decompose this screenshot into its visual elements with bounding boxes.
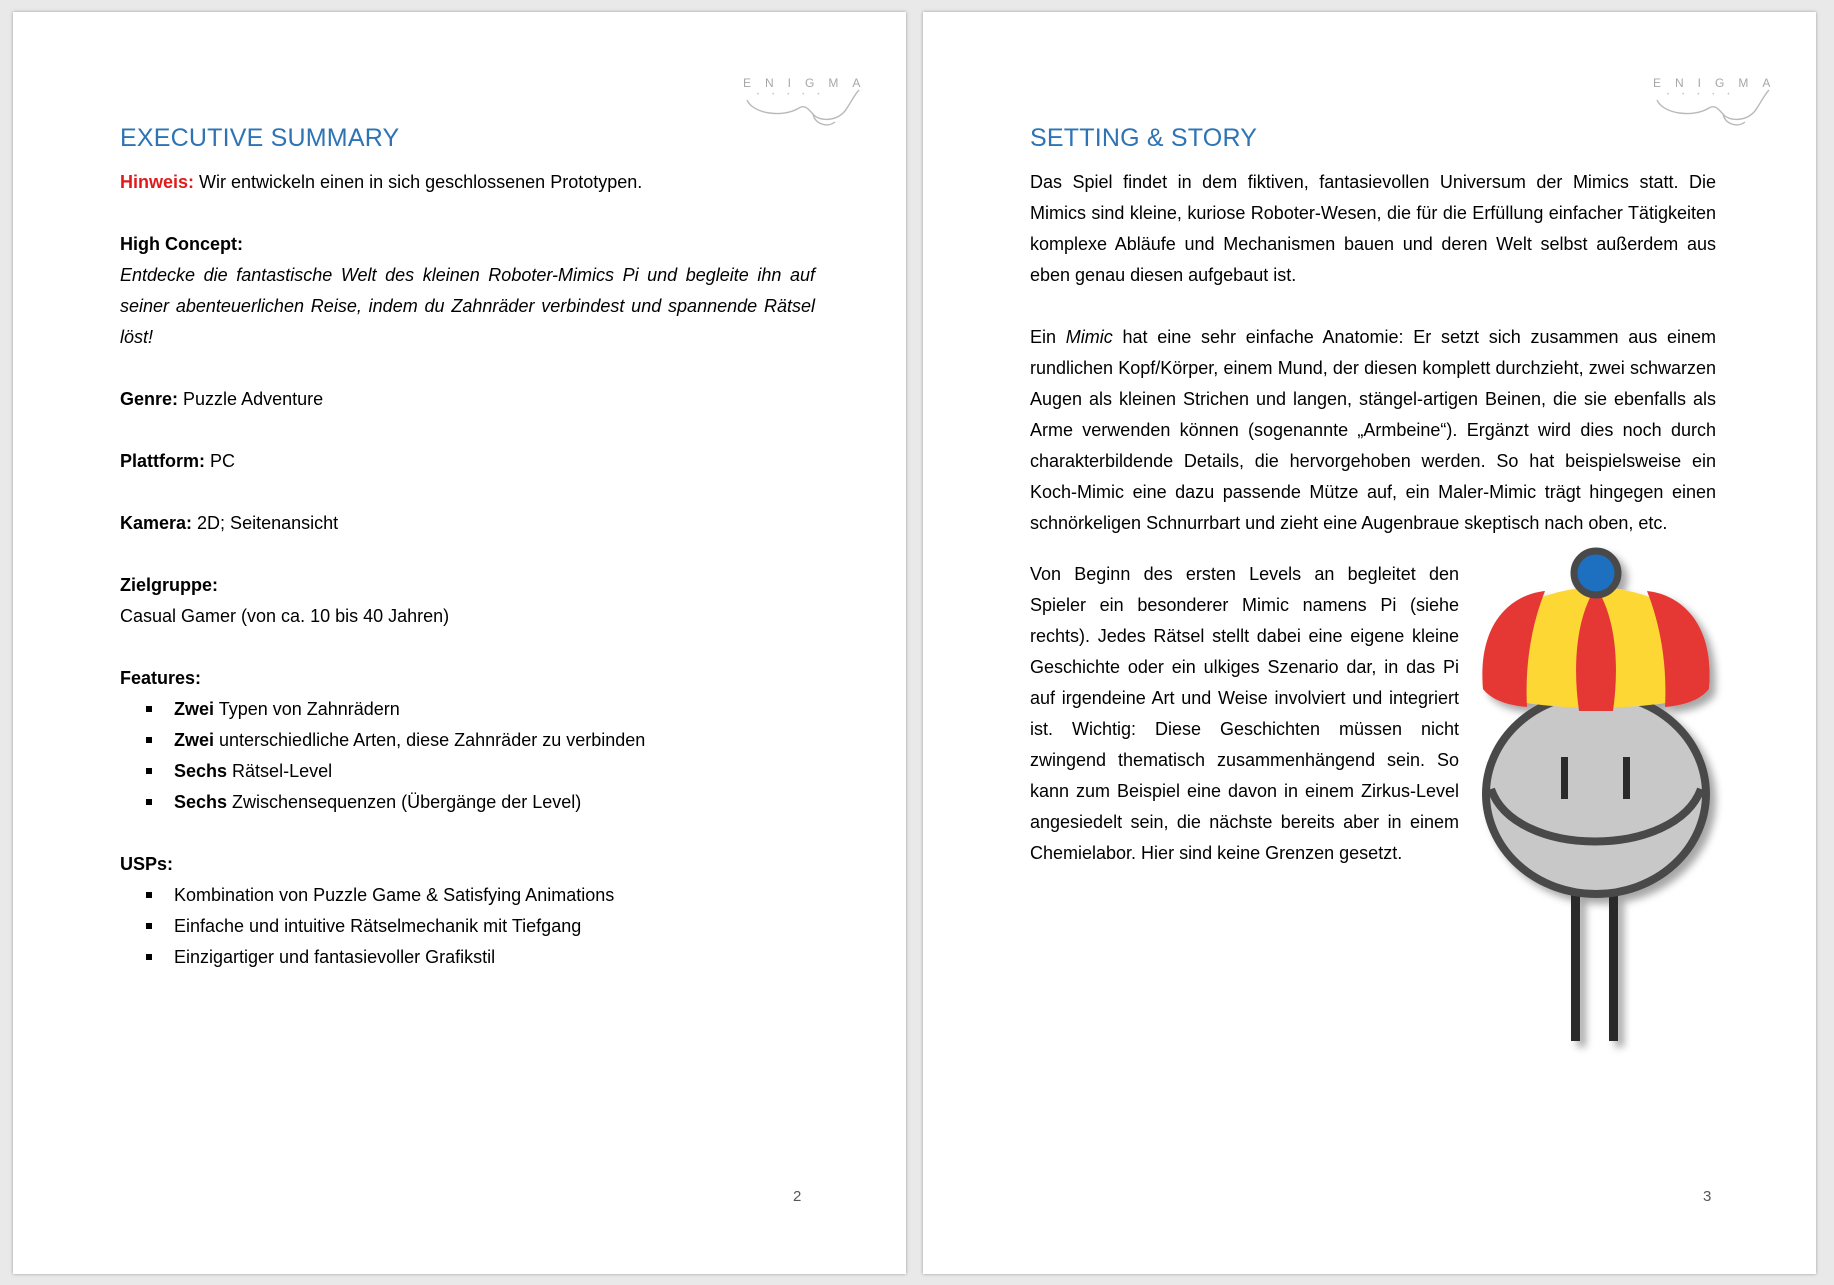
high-concept-text: Entdecke die fantastische Welt des kleinen Roboter-Mimics Pi und begleite ihn auf seiner abenteuerlichen Reise, indem du Zahnräder verbindest und spannende Rätsel löst!: [120, 265, 815, 347]
feature-text: Zwischensequenzen (Übergänge der Level): [227, 792, 582, 812]
feature-bold: Sechs: [174, 792, 228, 812]
bullet-icon: [146, 954, 152, 960]
high-concept-label: High Concept:: [120, 234, 243, 254]
genre-label: Genre:: [120, 389, 179, 409]
paragraph-text: hat eine sehr einfache Anatomie: Er setzt sich zusammen aus einem rundlichen Kopf/Körper, einem Mund, der diesen komplett durchzieht, zwei schwarzen Augen als kleinen Strichen und langen, stängel-artigen Beinen, die sie ebenfalls als Arme verwenden können (sogenannte „Armbeine“). Ergänzt wird dies noch durch charakterbildende Details, die hervorgehoben werden. So hat beispielsweise ein Koch-Mimic eine dazu passende Mütze auf, ein Maler-Mimic trägt hingegen einen schnörkeligen Schnurrbart und zieht eine Augenbraue skeptisch nach oben, etc.: [1030, 327, 1716, 533]
story-paragraph-1: Das Spiel findet in dem fiktiven, fantasievollen Universum der Mimics statt. Die Mimics sind kleine, kuriose Roboter-Wesen, die für die Erfüllung einfacher Tätigkeiten komplexe Abläufe und Mechanismen bauen und deren Welt selbst außerdem aus eben genau diesen aufgebaut ist.: [1030, 172, 1716, 285]
page-number: 2: [793, 1188, 802, 1205]
platform-label: Plattform:: [120, 451, 205, 471]
usps-list: [120, 880, 815, 973]
genre-line: [120, 384, 815, 415]
list-item: [120, 880, 815, 911]
camera-line: [120, 508, 815, 539]
feature-text: Typen von Zahnrädern: [214, 699, 400, 719]
mimic-italic: Mimic: [1065, 327, 1113, 347]
enigma-logo: [743, 64, 875, 128]
usp-text: Einfache und intuitive Rätselmechanik mit Tiefgang: [174, 916, 582, 936]
list-item: [120, 787, 815, 818]
camera-label: Kamera:: [120, 513, 193, 533]
target-value: Casual Gamer (von ca. 10 bis 40 Jahren): [120, 606, 450, 626]
logo-wordmark: ENIGMA: [743, 76, 875, 90]
target-label: Zielgruppe:: [120, 575, 218, 595]
bullet-icon: [146, 737, 152, 743]
list-item: [120, 756, 815, 787]
hint-text: Wir entwickeln einen in sich geschlossenen Prototypen.: [194, 172, 643, 192]
usps-label: USPs:: [120, 854, 174, 874]
page-title: EXECUTIVE SUMMARY: [120, 124, 400, 152]
story-paragraph-2: [1030, 322, 1716, 539]
feature-bold: Sechs: [174, 761, 228, 781]
logo-dots: •••••: [1667, 92, 1743, 98]
logo-swirl-icon: [1653, 64, 1785, 128]
bullet-icon: [146, 923, 152, 929]
story-paragraph-3: Von Beginn des ersten Levels an begleitet den Spieler ein besonderer Mimic namens Pi (siehe rechts). Jedes Rätsel stellt dabei eine eigene kleine Geschichte oder ein ulkiges Szenario dar, in das Pi auf irgendeine Art und Weise involviert und integriert ist. Wichtig: Diese Geschichten müssen nicht zwingend thematisch zusammenhängend sein. So kann zum Beispiel eine davon in einem Zirkus-Level angesiedelt sein, die nächste bereits aber in einem Chemielabor. Hier sind keine Grenzen gesetzt.: [1030, 564, 1459, 863]
list-item: [120, 942, 815, 973]
logo-dots: •••••: [757, 92, 833, 98]
bullet-icon: [146, 768, 152, 774]
genre-value: Puzzle Adventure: [178, 389, 324, 409]
story-with-mascot: [1030, 559, 1716, 869]
enigma-logo: [1653, 64, 1785, 128]
bullet-icon: [146, 892, 152, 898]
feature-text: unterschiedliche Arten, diese Zahnräder zu verbinden: [214, 730, 646, 750]
usp-text: Kombination von Puzzle Game & Satisfying Animations: [174, 885, 615, 905]
feature-text: Rätsel-Level: [227, 761, 333, 781]
executive-summary-section: [120, 124, 815, 973]
feature-bold: Zwei: [174, 699, 215, 719]
platform-line: [120, 446, 815, 477]
page-number: 3: [1703, 1188, 1712, 1205]
bullet-icon: [146, 706, 152, 712]
list-item: [120, 911, 815, 942]
platform-value: PC: [205, 451, 236, 471]
page-title: SETTING & STORY: [1030, 124, 1258, 152]
pi-mascot-illustration: [1475, 539, 1740, 1059]
logo-swirl-icon: [743, 64, 875, 128]
camera-value: 2D; Seitenansicht: [192, 513, 339, 533]
usp-text: Einzigartiger und fantasievoller Grafikstil: [174, 947, 496, 967]
features-list: [120, 694, 815, 818]
features-label: Features:: [120, 668, 202, 688]
list-item: [120, 725, 815, 756]
list-item: [120, 694, 815, 725]
logo-wordmark: ENIGMA: [1653, 76, 1785, 90]
setting-story-section: [1030, 124, 1716, 869]
paragraph-text: Ein: [1030, 327, 1066, 347]
feature-bold: Zwei: [174, 730, 215, 750]
hint-label: Hinweis:: [120, 172, 195, 192]
document-page-2: [13, 12, 906, 1274]
bullet-icon: [146, 799, 152, 805]
hint-line: [120, 167, 815, 198]
document-page-3: [923, 12, 1816, 1274]
